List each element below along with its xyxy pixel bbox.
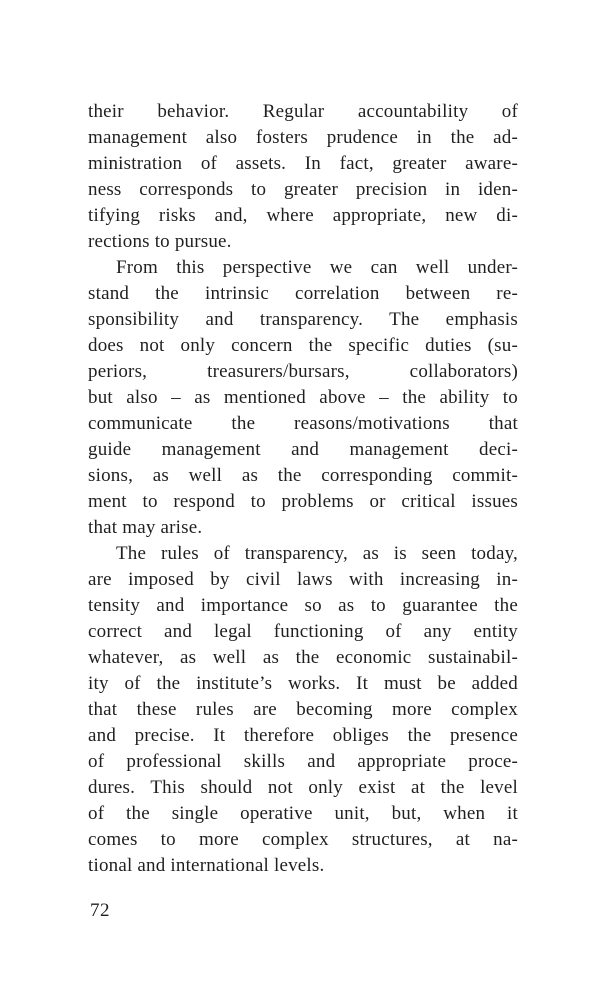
text-line: that these rules are becoming more complex	[88, 699, 518, 720]
text-block	[88, 99, 518, 879]
text-line: that may arise.	[88, 517, 203, 538]
text-line: comes to more complex structures, at na-	[88, 829, 518, 850]
text-line: ment to respond to problems or critical issues	[88, 491, 518, 512]
paragraph	[88, 99, 518, 255]
text-line: periors, treasurers/bursars, collaborators)	[88, 361, 518, 382]
text-line: but also – as mentioned above – the ability to	[88, 387, 518, 408]
text-line: sponsibility and transparency. The emphasis	[88, 309, 518, 330]
text-line: their behavior. Regular accountability of	[88, 101, 518, 122]
text-line: tifying risks and, where appropriate, new di-	[88, 205, 518, 226]
text-line: correct and legal functioning of any entity	[88, 621, 518, 642]
text-line: ness corresponds to greater precision in iden-	[88, 179, 518, 200]
text-line: are imposed by civil laws with increasing in-	[88, 569, 518, 590]
text-line: ministration of assets. In fact, greater aware-	[88, 153, 518, 174]
text-line: management also fosters prudence in the ad-	[88, 127, 518, 148]
text-line: whatever, as well as the economic sustainabil-	[88, 647, 518, 668]
text-line: communicate the reasons/motivations that	[88, 413, 518, 434]
text-line: of professional skills and appropriate proce-	[88, 751, 518, 772]
text-line: The rules of transparency, as is seen today,	[116, 543, 518, 564]
text-line: tensity and importance so as to guarantee the	[88, 595, 518, 616]
paragraph	[88, 255, 518, 541]
text-line: does not only concern the specific duties (su-	[88, 335, 518, 356]
text-line: rections to pursue.	[88, 231, 232, 252]
text-line: From this perspective we can well under-	[116, 257, 518, 278]
text-line: tional and international levels.	[88, 855, 325, 876]
paragraph	[88, 541, 518, 879]
text-line: stand the intrinsic correlation between re-	[88, 283, 518, 304]
page-number: 72	[90, 900, 110, 921]
text-line: and precise. It therefore obliges the presence	[88, 725, 518, 746]
text-line: sions, as well as the corresponding commit-	[88, 465, 518, 486]
text-line: guide management and management deci-	[88, 439, 518, 460]
text-line: ity of the institute’s works. It must be added	[88, 673, 518, 694]
text-line: dures. This should not only exist at the level	[88, 777, 518, 798]
text-line: of the single operative unit, but, when it	[88, 803, 518, 824]
